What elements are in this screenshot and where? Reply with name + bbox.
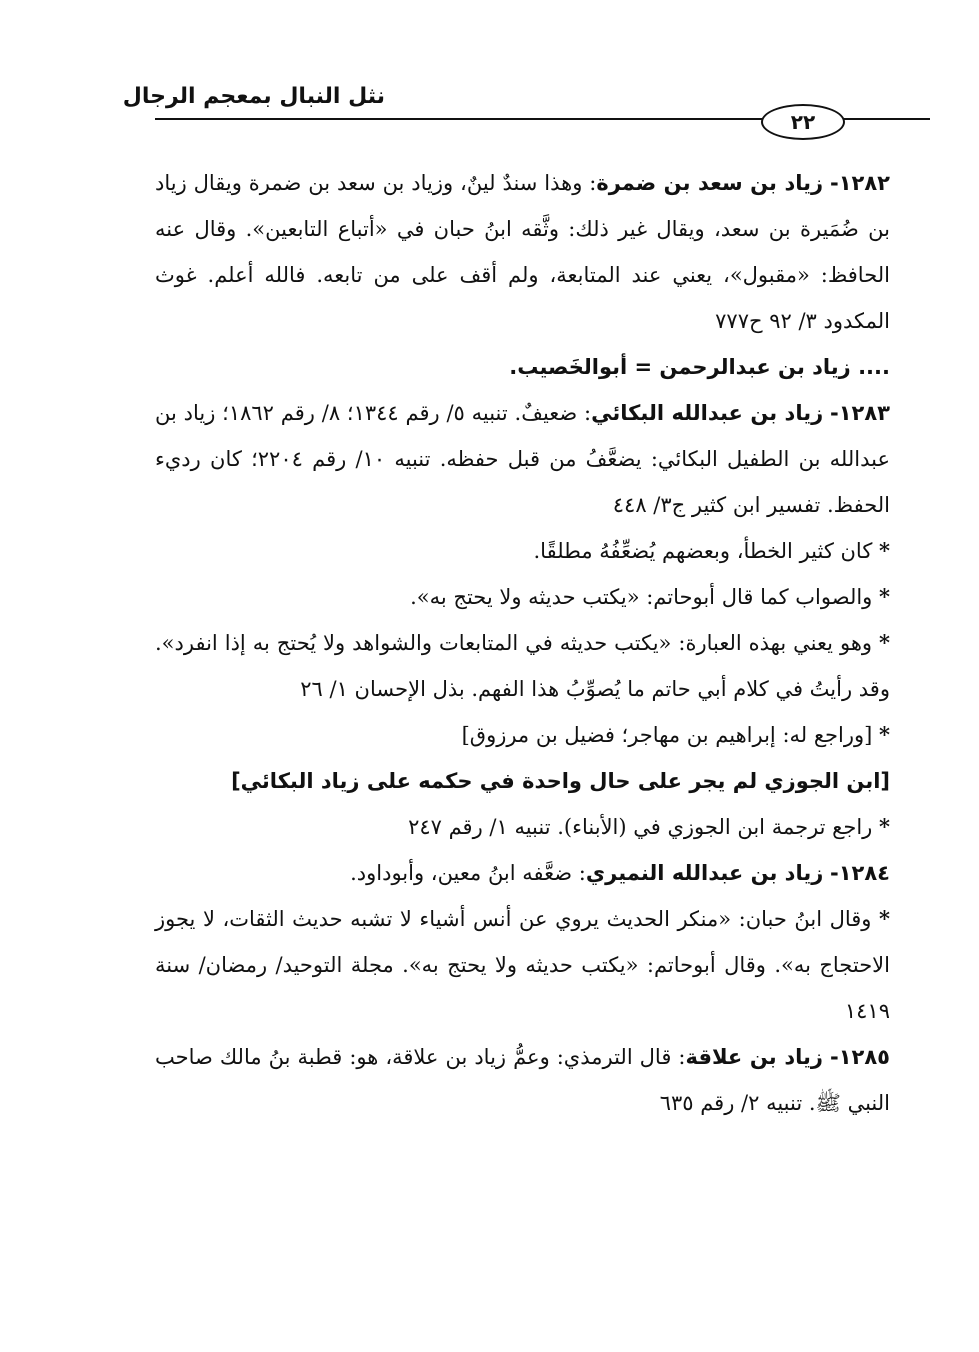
note-text: راجع ترجمة ابن الجوزي في (الأبناء). تنبيه ١/ رقم ٢٤٧ [408, 815, 873, 839]
bullet-star: * [879, 814, 890, 839]
entry-name: زياد بن علاقة [685, 1045, 823, 1069]
entry-text: : ضعيفٌ. تنبيه ٥/ رقم ١٣٤٤؛ ٨/ رقم ١٨٦٢؛ زياد بن عبدالله بن الطفيل البكائي: يضعَّفُ من قبل حفظه. تنبيه ١٠/ رقم ٢٢٠٤؛ كان رديء الحفظ. تفسير ابن كثير ج٣/ ٤٤٨ [155, 401, 890, 517]
note [155, 528, 930, 574]
entry-name: زياد بن سعد بن ضمرة [596, 171, 824, 195]
note [155, 896, 930, 1034]
cross-reference: .... زياد بن عبدالرحمن = أبوالخَصيب. [509, 355, 890, 379]
note [155, 620, 930, 712]
note-text: وقال ابنُ حبان: «منكر الحديث يروي عن أنس أشياء لا تشبه حديث الثقات، لا يجوز الاحتجاج به». وقال أبوحاتم: «يكتب حديثه ولا يحتج به». مجلة التوحيد/ رمضان/ سنة ١٤١٩ [155, 907, 890, 1023]
page-number: ٢٢ [761, 104, 845, 140]
note-text: والصواب كما قال أبوحاتم: «يكتب حديثه ولا يحتج به». [410, 585, 873, 609]
bullet-star: * [879, 722, 890, 747]
note [155, 712, 930, 758]
note-text: كان كثير الخطأ، وبعضهم يُضعِّفُهُ مطلقًا. [533, 539, 873, 563]
entry-number: ١٢٨٣- [830, 401, 891, 425]
body-text [155, 160, 930, 1126]
entry-number: ١٢٨٤- [830, 861, 890, 885]
note-text: [وراجع له: إبراهيم بن مهاجر؛ فضيل بن مرزوق] [461, 723, 873, 747]
note-heading: [ابن الجوزي لم يجر على حال واحدة في حكمه على زياد البكائي] [231, 769, 890, 793]
note [155, 574, 930, 620]
bullet-star: * [879, 538, 890, 563]
page-header [122, 80, 930, 142]
entry-1282 [155, 160, 930, 344]
note [155, 804, 930, 850]
entry-text: : وهذا سندٌ لينٌ، وزياد بن سعد بن ضمرة ويقال زياد بن ضُمَيرة بن سعد، ويقال غير ذلك: وثَّقه ابنُ حبان في «أتباع التابعين». وقال عنه الحافظ: «مقبول»، يعني عند المتابعة، ولم أقف على من تابعه. فالله أعلم. غوث المكدود ٣/ ٩٢ ح٧٧٧ [155, 171, 890, 333]
entry-1283 [155, 390, 930, 528]
bullet-star: * [879, 906, 890, 931]
entry-text: : ضعَّفه ابنُ معين، وأبوداود. [350, 861, 586, 885]
entry-1284 [155, 850, 930, 896]
entry-number: ١٢٨٥- [829, 1045, 890, 1069]
entry-name: زياد بن عبدالله النميري [585, 861, 824, 885]
entry-number: ١٢٨٢- [829, 171, 890, 195]
entry-1285 [155, 1034, 930, 1126]
entry-text: : قال الترمذي: وعمُّ زياد بن علاقة، هو: قطبة بنُ مالك صاحب النبي ﷺ. تنبيه ٢/ رقم ٦٣٥ [155, 1045, 890, 1115]
running-title: نثل النبال بمعجم الرجال [122, 84, 385, 109]
note-text: وهو يعني بهذه العبارة: «يكتب حديثه في المتابعات والشواهد ولا يُحتج به إذا انفرد». وقد رأيتُ في كلام أبي حاتم ما يُصوِّبُ هذا الفهم. بذل الإحسان ١/ ٢٦ [155, 631, 890, 701]
bullet-star: * [879, 630, 890, 655]
bullet-star: * [879, 584, 890, 609]
entry-name: زياد بن عبدالله البكائي [591, 401, 824, 425]
